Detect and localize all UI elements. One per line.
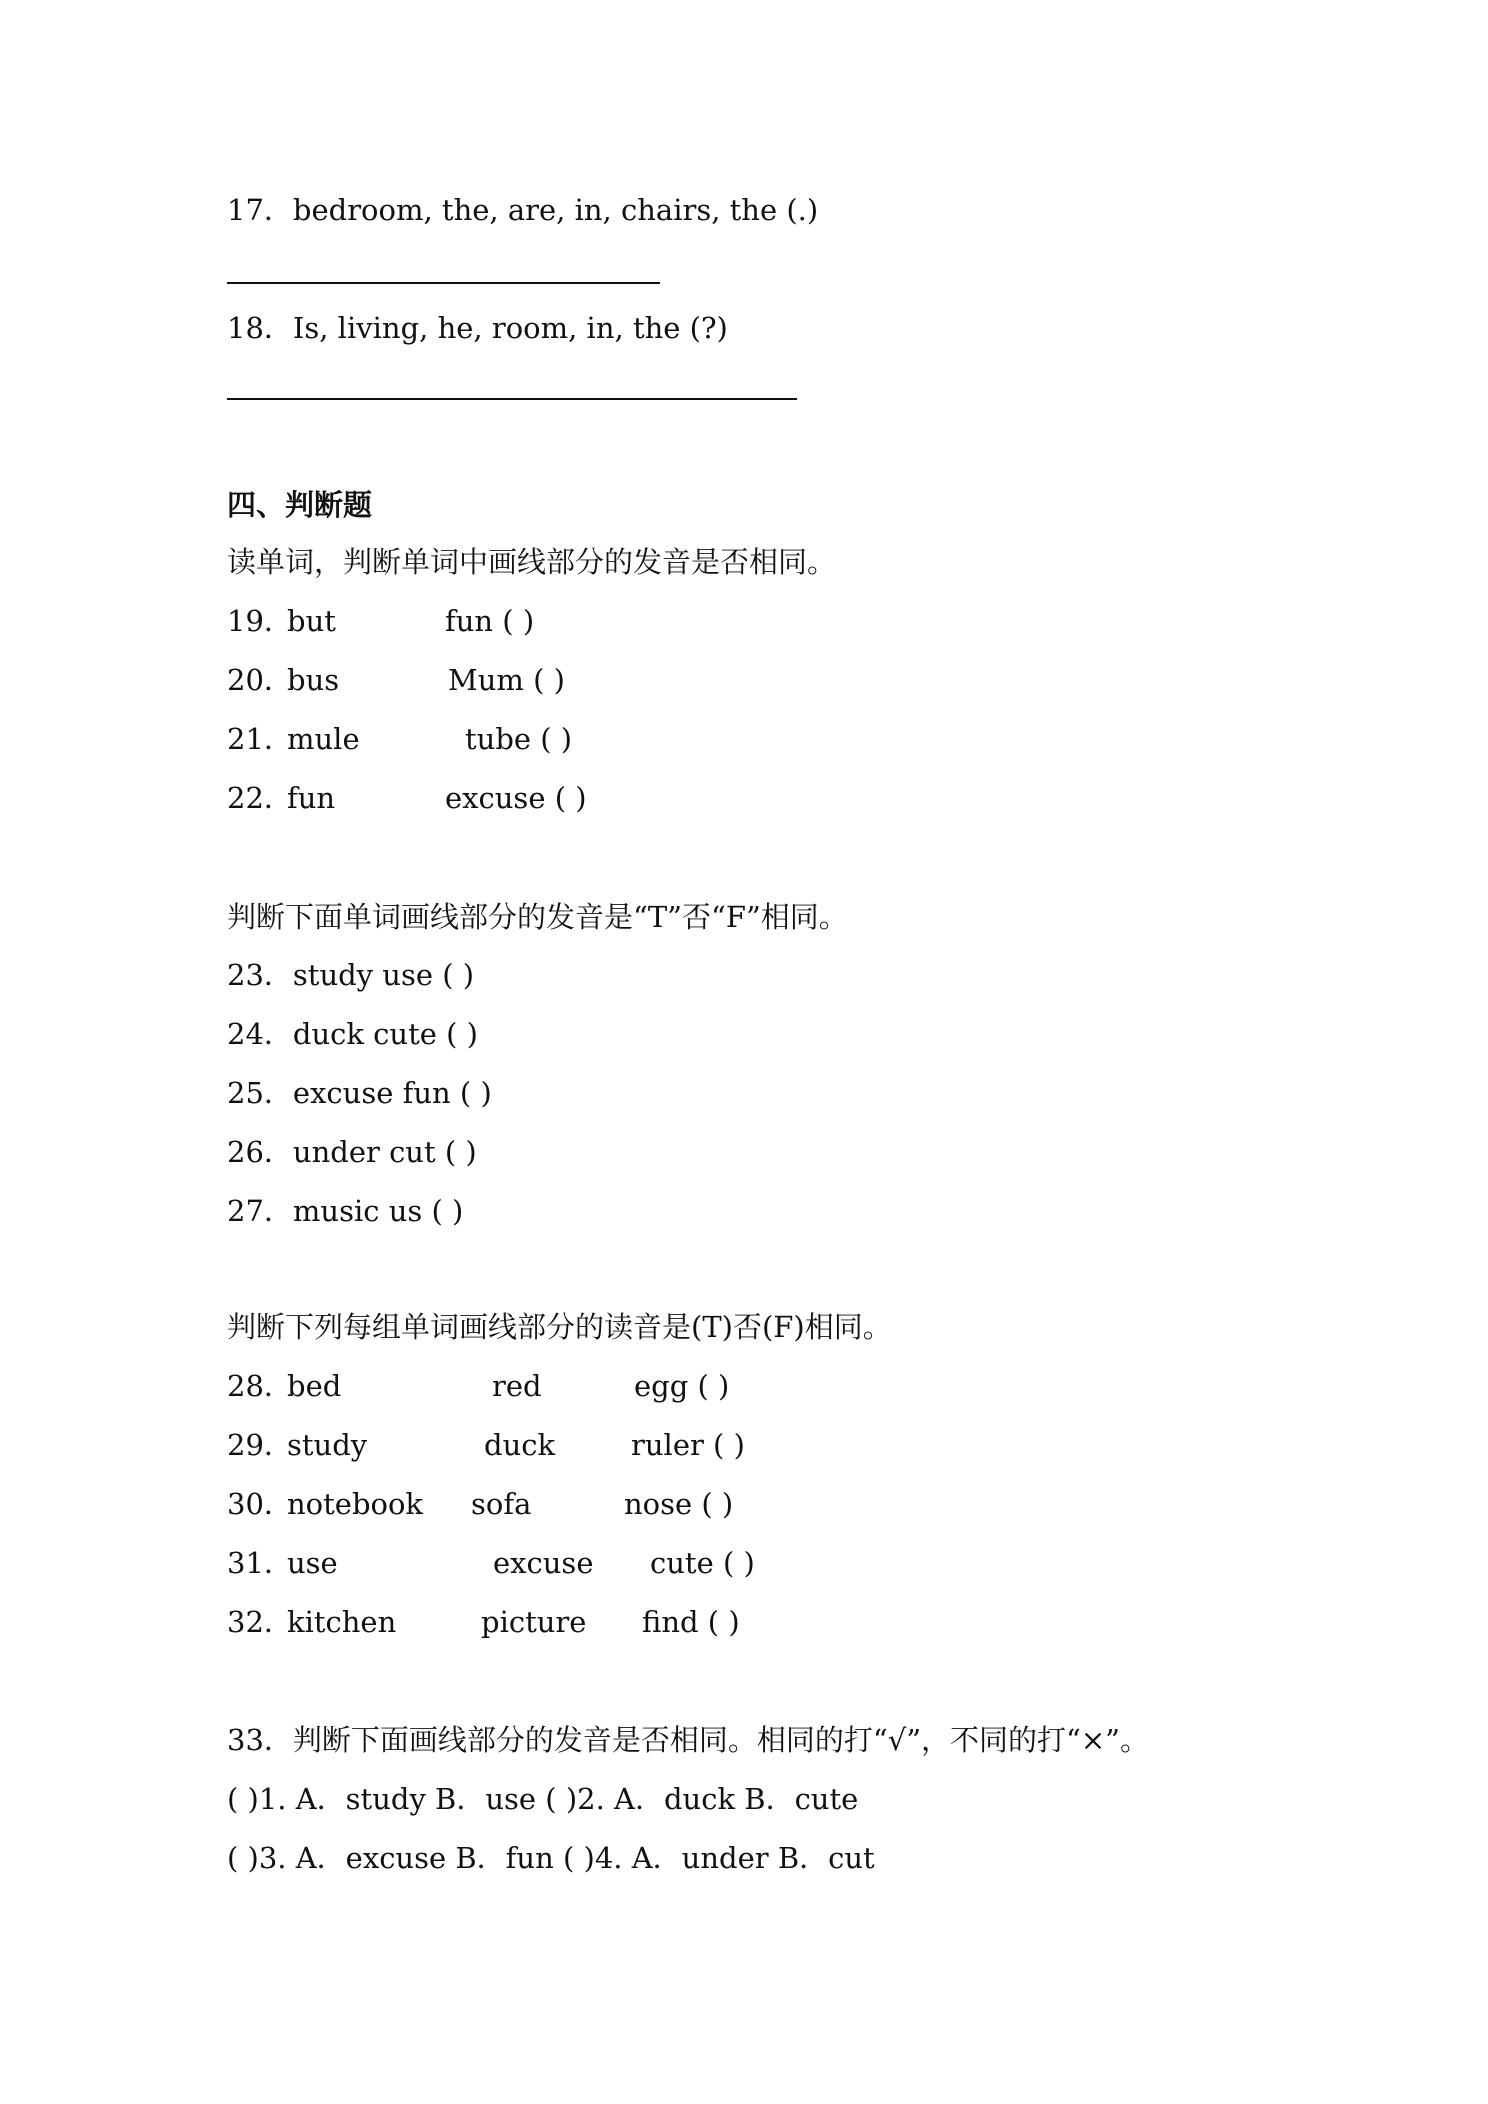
section-heading: 四、判断题 [227,488,373,522]
instruction-3: 判断下列每组单词画线部分的读音是(T)否(F)相同。 [227,1310,892,1344]
question-22 [227,778,727,818]
word-a: but [287,604,336,638]
word-b-with-blank: excuse ( ) [445,781,587,815]
question-28 [227,1366,867,1406]
word-b: red [492,1369,542,1403]
question-text: duck cute ( ) [292,1017,478,1051]
word-a: study [287,1428,368,1462]
question-number: 27． [227,1194,293,1228]
question-number: 21． [227,722,293,756]
question-18 [227,308,728,348]
word-a: bed [287,1369,342,1403]
question-25 [227,1073,492,1113]
question-number: 33． [227,1723,293,1757]
word-b-with-blank: fun ( ) [445,604,535,638]
question-text: under cut ( ) [292,1135,477,1169]
question-number: 20． [227,663,293,697]
question-number: 19． [227,604,293,638]
question-30 [227,1484,867,1524]
question-text: music us ( ) [292,1194,464,1228]
word-a: fun [287,781,336,815]
question-number: 30． [227,1487,293,1521]
question-19 [227,601,727,641]
instruction-1: 读单词，判断单词中画线部分的发音是否相同。 [227,545,837,579]
question-text: excuse fun ( ) [292,1076,492,1110]
question-32 [227,1602,867,1642]
word-b: sofa [471,1487,532,1521]
word-a: use [287,1546,338,1580]
question-23 [227,955,474,995]
question-number: 26． [227,1135,293,1169]
question-number: 24． [227,1017,293,1051]
word-a: bus [287,663,340,697]
question-text: study use ( ) [292,958,475,992]
question-33-row-1: ( )1. A．study B．use ( )2. A．duck B．cute [227,1782,859,1816]
question-33 [227,1720,1149,1760]
word-b: picture [481,1605,587,1639]
word-c-with-blank: cute ( ) [650,1546,755,1580]
question-number: 18． [227,311,293,345]
question-21 [227,719,727,759]
question-29 [227,1425,867,1465]
question-text: bedroom, the, are, in, chairs, the (.) [292,193,819,227]
question-24 [227,1014,478,1054]
question-instruction: 判断下面画线部分的发音是否相同。相同的打“√”，不同的打“×”。 [292,1723,1149,1757]
answer-line-18[interactable] [227,398,797,400]
question-number: 32． [227,1605,293,1639]
question-number: 22． [227,781,293,815]
question-26 [227,1132,477,1172]
question-number: 17． [227,193,293,227]
word-a: mule [287,722,360,756]
question-31 [227,1543,867,1583]
question-number: 28． [227,1369,293,1403]
question-number: 25． [227,1076,293,1110]
word-b-with-blank: tube ( ) [465,722,573,756]
question-27 [227,1191,463,1231]
question-17 [227,190,818,230]
word-c-with-blank: ruler ( ) [631,1428,745,1462]
word-c-with-blank: nose ( ) [624,1487,734,1521]
question-33-row-2: ( )3. A．excuse B．fun ( )4. A．under B．cut [227,1841,875,1875]
word-c-with-blank: egg ( ) [634,1369,730,1403]
question-number: 23． [227,958,293,992]
answer-line-17[interactable] [227,282,660,284]
word-b: excuse [493,1546,594,1580]
question-20 [227,660,727,700]
word-a: notebook [287,1487,424,1521]
question-text: Is, living, he, room, in, the (?) [292,311,728,345]
question-number: 29． [227,1428,293,1462]
word-b-with-blank: Mum ( ) [448,663,565,697]
word-a: kitchen [287,1605,397,1639]
word-b: duck [484,1428,556,1462]
instruction-2: 判断下面单词画线部分的发音是“T”否“F”相同。 [227,900,848,934]
question-number: 31． [227,1546,293,1580]
word-c-with-blank: find ( ) [642,1605,740,1639]
